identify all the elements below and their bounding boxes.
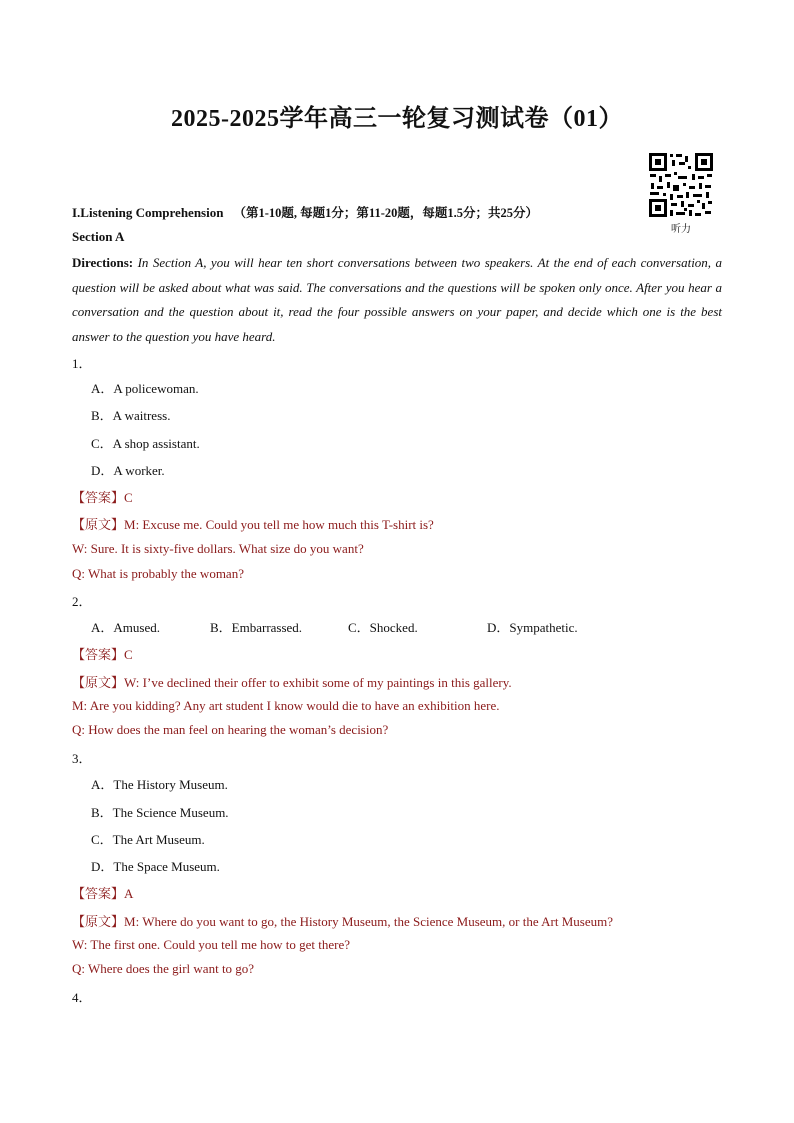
part-scoring: （第1-10题, 每题1分；第11-20题，每题1.5分；共25分） [233,206,538,220]
qr-code-icon [648,152,714,218]
directions-label: Directions: [72,255,134,270]
answer-tag: 【答案】 [72,647,125,662]
option: A．A policewoman. [91,381,199,396]
script-text: W: I’ve declined their offer to exhibit some of my paintings in this gallery. [124,675,512,690]
script-text: M: Where do you want to go, the History Museum, the Science Museum, or the Art Museum? [124,914,614,929]
answer-line [72,883,133,902]
script-tag: 【原文】 [72,517,125,532]
answer-value: C [124,490,133,505]
part-heading [72,203,538,222]
answer-line [72,644,133,663]
script-tag: 【原文】 [72,914,125,929]
script-line [72,911,613,930]
script-line: Q: How does the man feel on hearing the woman’s decision? [72,722,389,737]
script-tag: 【原文】 [72,675,125,690]
answer-tag: 【答案】 [72,490,125,505]
part-title: I.Listening Comprehension [72,205,224,220]
answer-tag: 【答案】 [72,886,125,901]
option: C．The Art Museum. [91,832,205,847]
answer-line [72,487,133,506]
script-line: W: Sure. It is sixty-five dollars. What size do you want? [72,541,364,556]
question-number: 1． [72,356,92,371]
script-line [72,514,434,533]
option: A．The History Museum. [91,777,228,792]
question-number: 2． [72,594,92,609]
question-number: 4． [72,990,92,1005]
question-number: 3． [72,751,92,766]
answer-value: C [124,647,133,662]
script-line: Q: What is probably the woman? [72,566,244,581]
directions-text: In Section A, you will hear ten short conversations between two speakers. At the end of each conversation, a question will be asked about what was said. The conversations and the questions will be spoken only once. After you hear a conversation and the question about it, read the four possible answers on your paper, and decide which one is the best answer to the question you have heard. [72,255,722,344]
option: D．Sympathetic. [487,620,578,635]
script-line: M: Are you kidding? Any art student I know would die to have an exhibition here. [72,698,500,713]
option: D．A worker. [91,463,165,478]
option: A．Amused. [91,620,160,635]
option: D．The Space Museum. [91,859,220,874]
option: B．A waitress. [91,408,171,423]
page-title: 2025-2025学年高三一轮复习测试卷（01） [171,106,623,132]
directions [72,251,722,349]
script-line [72,672,512,691]
qr-label: 听力 [671,224,691,235]
section-title: Section A [72,229,125,244]
option: C．A shop assistant. [91,436,200,451]
script-line: W: The first one. Could you tell me how to get there? [72,937,350,952]
answer-value: A [124,886,134,901]
script-line: Q: Where does the girl want to go? [72,961,255,976]
option: B．The Science Museum. [91,805,229,820]
option: B．Embarrassed. [210,620,303,635]
script-text: M: Excuse me. Could you tell me how much this T-shirt is? [124,517,434,532]
option: C．Shocked. [348,620,418,635]
